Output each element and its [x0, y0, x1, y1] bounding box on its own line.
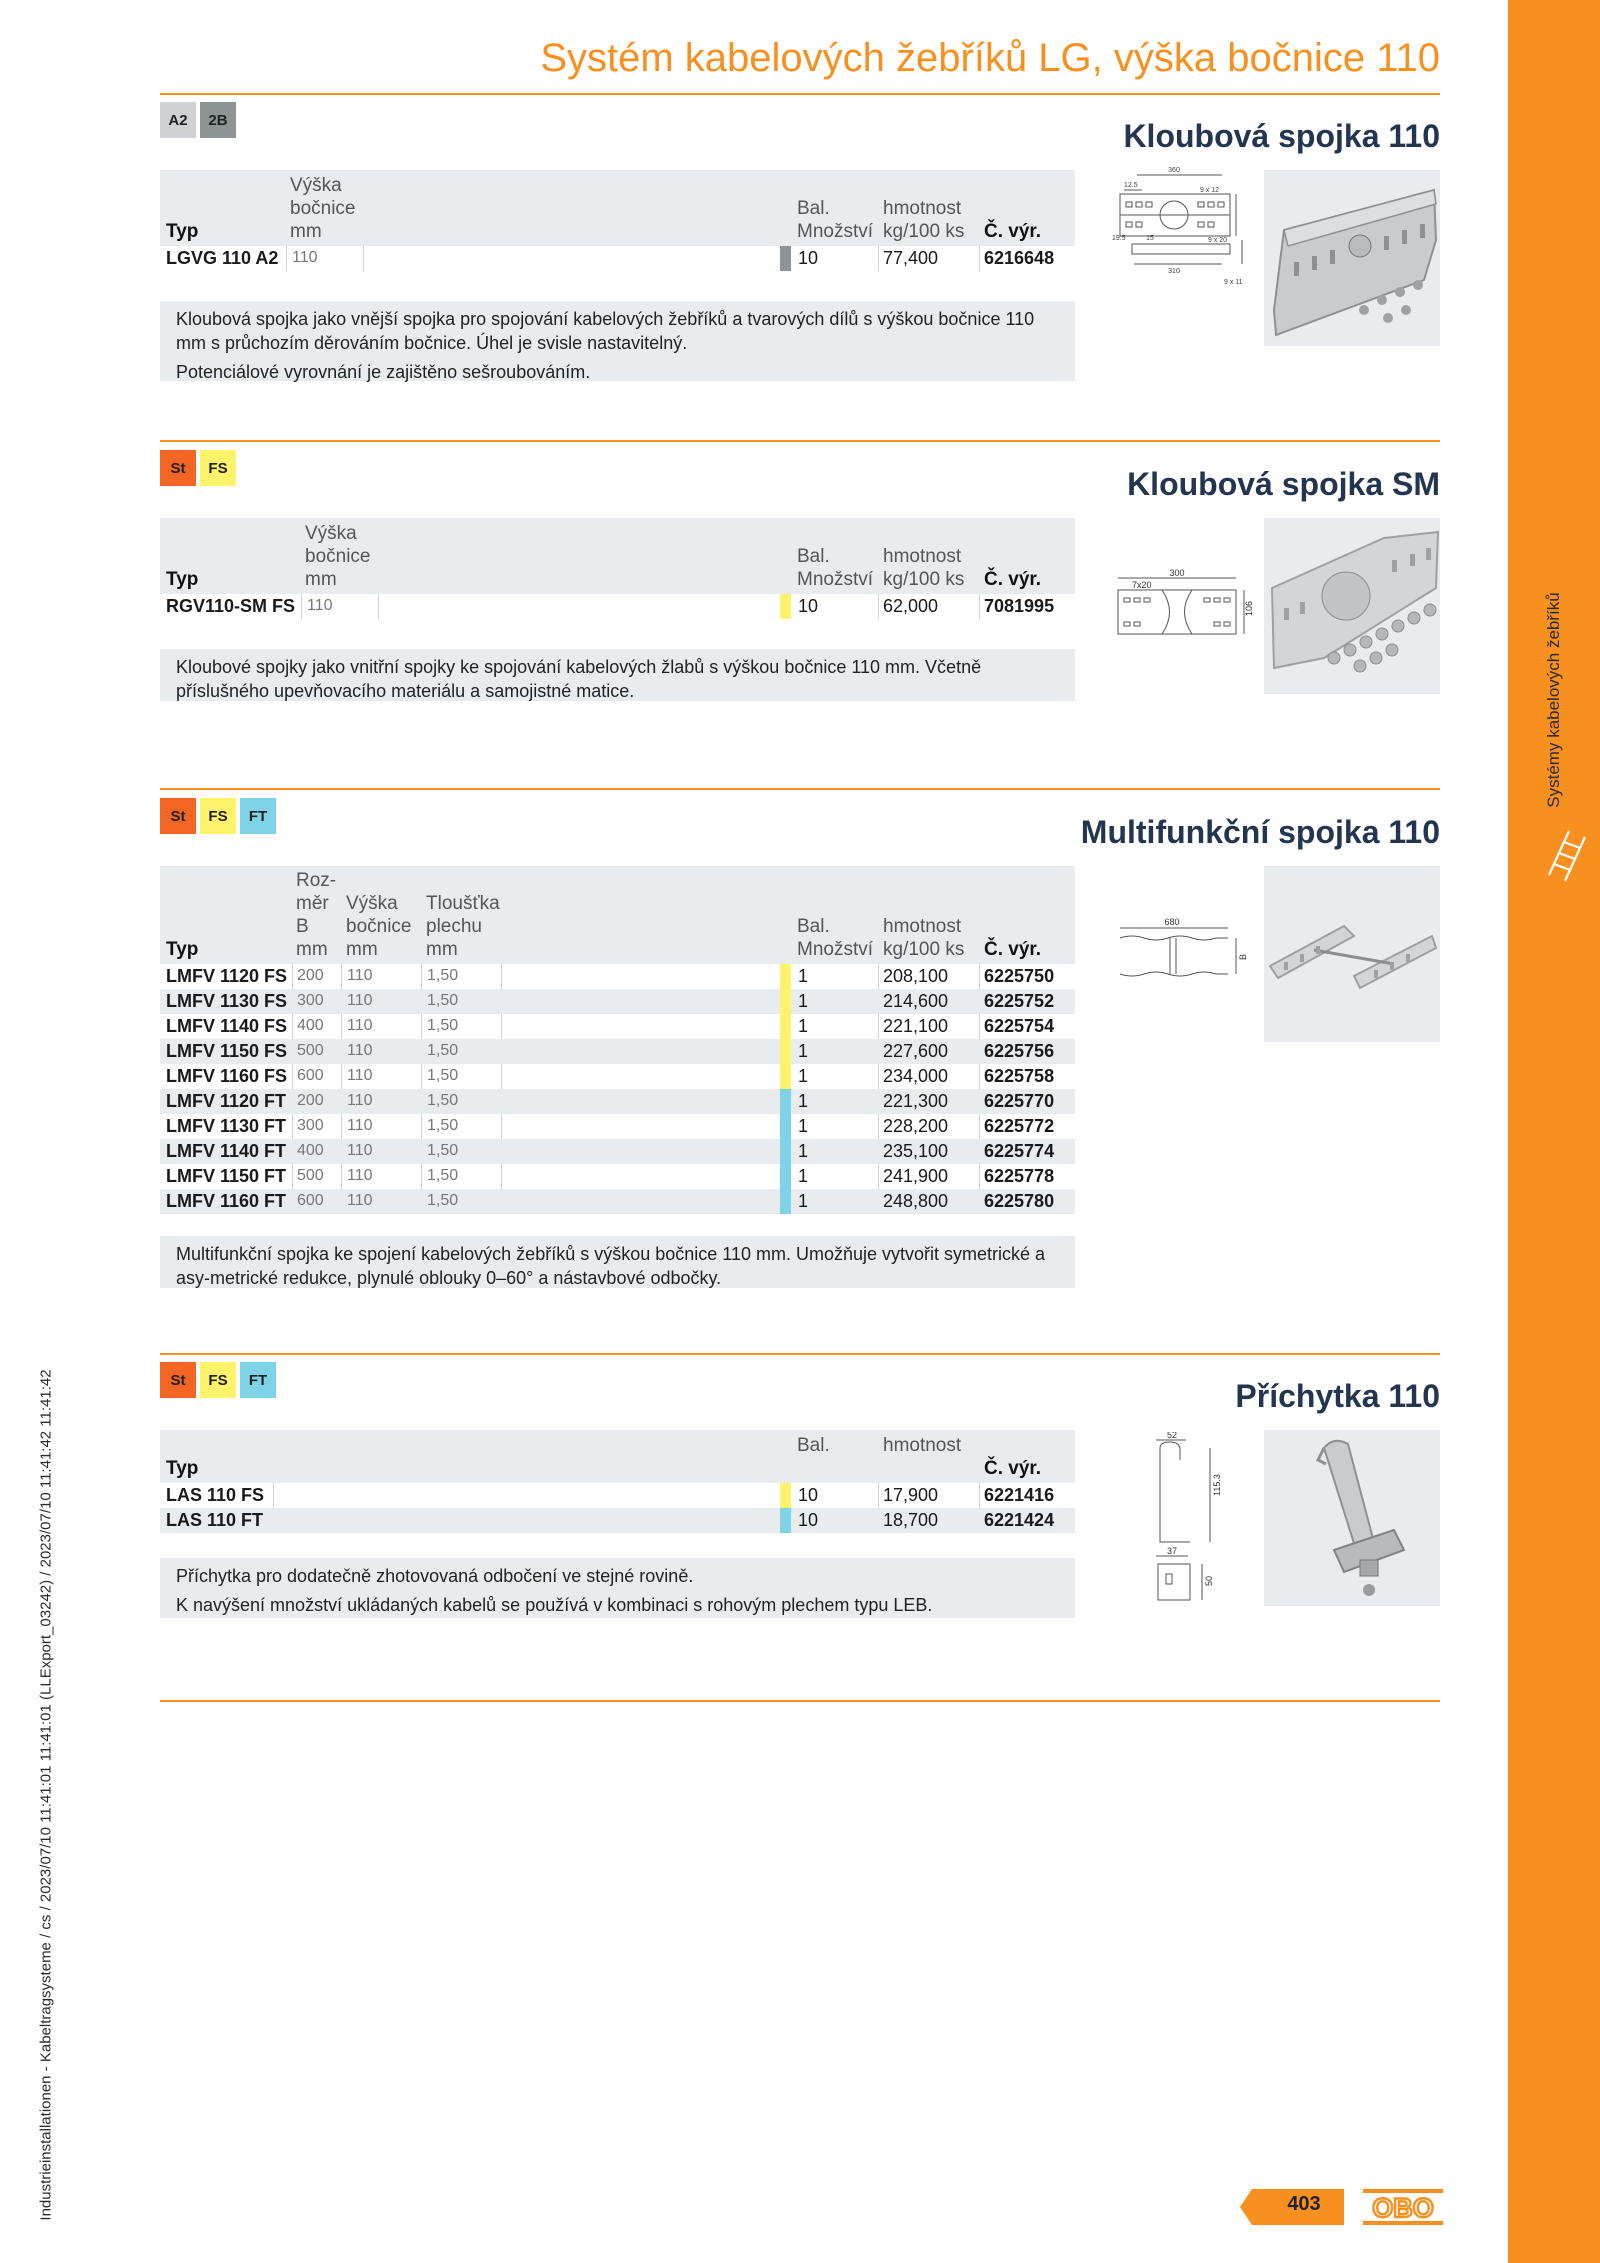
finish-marker: [780, 1089, 791, 1114]
cable-ladder-icon: [1545, 825, 1589, 885]
table-row: [160, 1483, 1075, 1508]
finish-marker: [780, 1064, 791, 1089]
cell-hmotnost: 241,900: [883, 1166, 949, 1186]
dimension-label: 9 x 20: [1208, 237, 1228, 244]
cell-bal: 1: [798, 1091, 809, 1111]
cell-vyska: 110: [347, 1142, 373, 1159]
header-typ: Typ: [166, 569, 199, 590]
cell-cislo: 6225774: [984, 1141, 1055, 1161]
cell-rozmer: 500: [297, 1167, 324, 1184]
finish-marker: [780, 1039, 791, 1064]
cell-bal: 1: [798, 1116, 809, 1136]
cell-typ: LAS 110 FS: [166, 1485, 265, 1505]
product-description: [160, 301, 1075, 381]
cell-cislo: 6225770: [984, 1091, 1055, 1111]
cell-tloustka: 1,50: [427, 1092, 459, 1109]
cell-cislo: 7081995: [984, 596, 1055, 616]
header-tloustka: Tloušťka plechu mm: [426, 893, 500, 960]
header-typ: Typ: [166, 221, 199, 242]
dimension-label: 310: [1168, 268, 1180, 275]
cell-vyska: 110: [347, 1042, 373, 1059]
dimension-label: 9 x 11: [1224, 279, 1243, 286]
header-hmotnost: hmotnost: [883, 1435, 962, 1456]
cell-rozmer: 300: [297, 1117, 324, 1134]
cell-vyska: 110: [347, 1092, 373, 1109]
technical-drawing: [1112, 916, 1262, 996]
header-vyska: Výška bočnice mm: [305, 523, 371, 590]
cell-vyska: 110: [347, 1017, 373, 1034]
cell-hmotnost: 248,800: [883, 1191, 949, 1211]
header-hmotnost: hmotnost kg/100 ks: [883, 546, 965, 590]
header-vyska: Výška bočnice mm: [290, 175, 356, 242]
material-badge: FS: [200, 1362, 236, 1398]
table-header: [160, 1430, 1075, 1483]
table-row: [160, 594, 1075, 619]
side-chapter-label: Systémy kabelových žebříků: [1544, 592, 1563, 808]
cell-hmotnost: 77,400: [883, 248, 939, 268]
dimension-label: 15: [1146, 235, 1154, 242]
cell-cislo: 6225780: [984, 1191, 1055, 1211]
cell-hmotnost: 17,900: [883, 1485, 939, 1505]
material-badge: 2B: [200, 102, 236, 138]
cell-hmotnost: 221,300: [883, 1091, 949, 1111]
cell-rozmer: 500: [297, 1042, 324, 1059]
header-hmotnost: hmotnost kg/100 ks: [883, 916, 965, 960]
cell-rozmer: 600: [297, 1192, 324, 1209]
cell-hmotnost: 227,600: [883, 1041, 949, 1061]
cell-bal: 1: [798, 966, 809, 986]
header-cislo: Č. výr.: [984, 221, 1042, 242]
cell-hmotnost: 228,200: [883, 1116, 949, 1136]
finish-marker: [780, 1508, 791, 1533]
product-photo: [1264, 866, 1440, 1042]
cell-tloustka: 1,50: [427, 992, 459, 1009]
cell-cislo: 6221416: [984, 1485, 1055, 1505]
dimension-label: 680: [1164, 917, 1180, 927]
cell-bal: 1: [798, 991, 809, 1011]
cell-hmotnost: 62,000: [883, 596, 939, 616]
page-title: Systém kabelových žebříků LG, výška bočnice 110: [540, 36, 1440, 80]
cell-hmotnost: 221,100: [883, 1016, 949, 1036]
section-rule: [160, 1353, 1440, 1355]
cell-rozmer: 300: [297, 992, 324, 1009]
cell-typ: LMFV 1160 FT: [166, 1191, 287, 1211]
dimension-label: 19.5: [1112, 235, 1126, 242]
dimension-label: 37: [1166, 1546, 1178, 1556]
finish-marker: [780, 1164, 791, 1189]
dimension-label: 300: [1169, 568, 1185, 578]
material-badge: FS: [200, 450, 236, 486]
description-text: K navýšení množství ukládaných kabelů se používá v kombinaci s rohovým plechem typu LEB.: [176, 1595, 933, 1615]
table-row: [160, 1139, 1075, 1164]
section-rule: [160, 440, 1440, 442]
cell-tloustka: 1,50: [427, 967, 459, 984]
product-description: [160, 1236, 1075, 1288]
dimension-label: 50: [1204, 1575, 1214, 1586]
product-table: [160, 866, 1075, 1214]
cell-rozmer: 600: [297, 1067, 324, 1084]
page-number: 403: [1287, 2193, 1321, 2215]
cell-cislo: 6216648: [984, 248, 1055, 268]
section-rule: [160, 788, 1440, 790]
cell-bal: 1: [798, 1166, 809, 1186]
material-badges: [160, 798, 276, 834]
material-badge: FT: [240, 798, 276, 834]
header-vyska: Výška bočnice mm: [346, 893, 412, 960]
table-row: [160, 964, 1075, 989]
svg-text:OBO: OBO: [1372, 2193, 1434, 2223]
header-bal: Bal.: [797, 1435, 830, 1456]
cell-typ: LMFV 1150 FT: [166, 1166, 287, 1186]
table-header: [160, 518, 1075, 594]
cell-typ: LMFV 1140 FT: [166, 1141, 287, 1161]
product-table: [160, 170, 1075, 271]
description-text: Příchytka pro dodatečně zhotovovaná odbočení ve stejné rovině.: [176, 1566, 694, 1586]
header-cislo: Č. výr.: [984, 1458, 1042, 1479]
cell-tloustka: 1,50: [427, 1042, 459, 1059]
cell-vyska: 110: [347, 1067, 373, 1084]
material-badge: A2: [160, 102, 196, 138]
dimension-label: 7x20: [1132, 580, 1152, 590]
finish-marker: [780, 246, 791, 271]
cell-cislo: 6225778: [984, 1166, 1055, 1186]
finish-marker: [780, 594, 791, 619]
header-hmotnost: hmotnost kg/100 ks: [883, 198, 965, 242]
header-typ: Typ: [166, 939, 199, 960]
material-badge: St: [160, 450, 196, 486]
cell-vyska: 110: [292, 249, 318, 266]
description-text: Multifunkční spojka ke spojení kabelových žebříků s výškou bočnice 110 mm. Umožňuje vytvořit symetrické a asy-metrické redukce, plynulé oblouky 0–60° a nástavbové odbočky.: [176, 1244, 1046, 1288]
cell-hmotnost: 208,100: [883, 966, 949, 986]
cell-typ: LMFV 1160 FS: [166, 1066, 288, 1086]
dimension-label: B: [1238, 953, 1248, 960]
cell-typ: LGVG 110 A2: [166, 248, 279, 268]
cell-tloustka: 1,50: [427, 1192, 459, 1209]
table-row: [160, 1114, 1075, 1139]
material-badges: [160, 450, 236, 486]
cell-vyska: 110: [347, 1192, 373, 1209]
header-bal: Bal. Množství: [797, 198, 874, 242]
product-table: [160, 518, 1075, 619]
product-description: [160, 649, 1075, 701]
product-description: [160, 1558, 1075, 1618]
cell-cislo: 6225754: [984, 1016, 1055, 1036]
cell-bal: 1: [798, 1016, 809, 1036]
cell-cislo: 6225772: [984, 1116, 1055, 1136]
material-badge: St: [160, 1362, 196, 1398]
cell-tloustka: 1,50: [427, 1067, 459, 1084]
header-bal: Bal. Množství: [797, 546, 874, 590]
cell-rozmer: 200: [297, 1092, 324, 1109]
technical-drawing: [1112, 568, 1262, 648]
cell-typ: LMFV 1120 FS: [166, 966, 288, 986]
cell-tloustka: 1,50: [427, 1017, 459, 1034]
product-photo: [1264, 170, 1440, 346]
section-title: Kloubová spojka SM: [1127, 466, 1440, 502]
cell-vyska: 110: [347, 992, 373, 1009]
table-row: [160, 1039, 1075, 1064]
cell-rozmer: 400: [297, 1142, 324, 1159]
header-bal: Bal. Množství: [797, 916, 874, 960]
table-header: [160, 170, 1075, 246]
cell-hmotnost: 214,600: [883, 991, 949, 1011]
product-photo: [1264, 1430, 1440, 1606]
dimension-label: 106: [1244, 600, 1254, 616]
cell-hmotnost: 234,000: [883, 1066, 949, 1086]
dimension-label: 360: [1168, 167, 1180, 174]
material-badges: [160, 1362, 276, 1398]
cell-bal: 1: [798, 1041, 809, 1061]
finish-marker: [780, 1014, 791, 1039]
table-row: [160, 1089, 1075, 1114]
description-text: Kloubová spojka jako vnější spojka pro spojování kabelových žebříků a tvarových dílů s výškou bočnice 110 mm s průchozím děrováním bočnice. Úhel je svisle nastavitelný.: [176, 309, 1035, 353]
cell-cislo: 6225752: [984, 991, 1055, 1011]
table-row: [160, 1189, 1075, 1214]
cell-cislo: 6225756: [984, 1041, 1055, 1061]
dimension-label: 9 x 12: [1200, 187, 1220, 194]
finish-marker: [780, 989, 791, 1014]
cell-cislo: 6225750: [984, 966, 1055, 986]
cell-vyska: 110: [307, 597, 333, 614]
cell-vyska: 110: [347, 1117, 373, 1134]
section-title: Kloubová spojka 110: [1123, 118, 1440, 154]
material-badge: FT: [240, 1362, 276, 1398]
table-row: [160, 1014, 1075, 1039]
table-body: [160, 964, 1075, 1214]
cell-typ: LMFV 1150 FS: [166, 1041, 288, 1061]
description-text: Potenciálové vyrovnání je zajištěno sešroubováním.: [176, 362, 591, 382]
finish-marker: [780, 1114, 791, 1139]
cell-bal: 10: [798, 248, 819, 268]
description-text: Kloubové spojky jako vnitřní spojky ke spojování kabelových žlabů s výškou bočnice 110 mm. Včetně příslušného upevňovacího materiálu a samojistné matice.: [176, 657, 982, 701]
cell-cislo: 6225758: [984, 1066, 1055, 1086]
dimension-label: 115.3: [1212, 1474, 1222, 1496]
cell-hmotnost: 18,700: [883, 1510, 939, 1530]
header-cislo: Č. výr.: [984, 939, 1042, 960]
section-title: Příchytka 110: [1235, 1378, 1440, 1414]
material-badges: [160, 102, 236, 138]
cell-typ: LAS 110 FT: [166, 1510, 264, 1530]
cell-typ: RGV110-SM FS: [166, 596, 296, 616]
table-row: [160, 989, 1075, 1014]
cell-bal: 10: [798, 1485, 819, 1505]
dimension-label: 52: [1166, 1432, 1178, 1440]
header-cislo: Č. výr.: [984, 569, 1042, 590]
table-row: [160, 1164, 1075, 1189]
cell-typ: LMFV 1130 FS: [166, 991, 288, 1011]
cell-cislo: 6221424: [984, 1510, 1055, 1530]
cell-bal: 1: [798, 1191, 809, 1211]
material-badge: FS: [200, 798, 236, 834]
product-table: [160, 1430, 1075, 1533]
cell-typ: LMFV 1130 FT: [166, 1116, 287, 1136]
cell-typ: LMFV 1140 FS: [166, 1016, 288, 1036]
technical-drawing: [1112, 160, 1262, 294]
cell-typ: LMFV 1120 FT: [166, 1091, 287, 1111]
header-typ: Typ: [166, 1458, 199, 1479]
title-rule: [160, 93, 1440, 95]
material-badge: St: [160, 798, 196, 834]
cell-tloustka: 1,50: [427, 1142, 459, 1159]
cell-rozmer: 200: [297, 967, 324, 984]
cell-rozmer: 400: [297, 1017, 324, 1034]
cell-bal: 10: [798, 596, 819, 616]
finish-marker: [780, 1189, 791, 1214]
cell-tloustka: 1,50: [427, 1167, 459, 1184]
table-row: [160, 1508, 1075, 1533]
side-color-bar: [1508, 0, 1600, 2263]
obo-logo: [1362, 2188, 1444, 2226]
cell-hmotnost: 235,100: [883, 1141, 949, 1161]
product-photo: [1264, 518, 1440, 694]
finish-marker: [780, 964, 791, 989]
header-rozmer: Roz-měr B mm: [296, 870, 337, 960]
table-header: [160, 866, 1075, 964]
cell-bal: 1: [798, 1141, 809, 1161]
section-title: Multifunkční spojka 110: [1080, 814, 1440, 850]
section-rule: [160, 1700, 1440, 1702]
print-footer: Industrieinstallationen - Kabeltragsysteme / cs / 2023/07/10 11:41:01 11:41:01 (LLExport_03242) / 2023/07/10 11:41:42 11:41:42: [37, 1369, 55, 2221]
table-row: [160, 1064, 1075, 1089]
dimension-label: 12.5: [1124, 182, 1138, 189]
finish-marker: [780, 1483, 791, 1508]
cell-vyska: 110: [347, 967, 373, 984]
cell-tloustka: 1,50: [427, 1117, 459, 1134]
finish-marker: [780, 1139, 791, 1164]
technical-drawing: [1120, 1432, 1260, 1622]
table-row: [160, 246, 1075, 271]
cell-bal: 1: [798, 1066, 809, 1086]
cell-vyska: 110: [347, 1167, 373, 1184]
cell-bal: 10: [798, 1510, 819, 1530]
